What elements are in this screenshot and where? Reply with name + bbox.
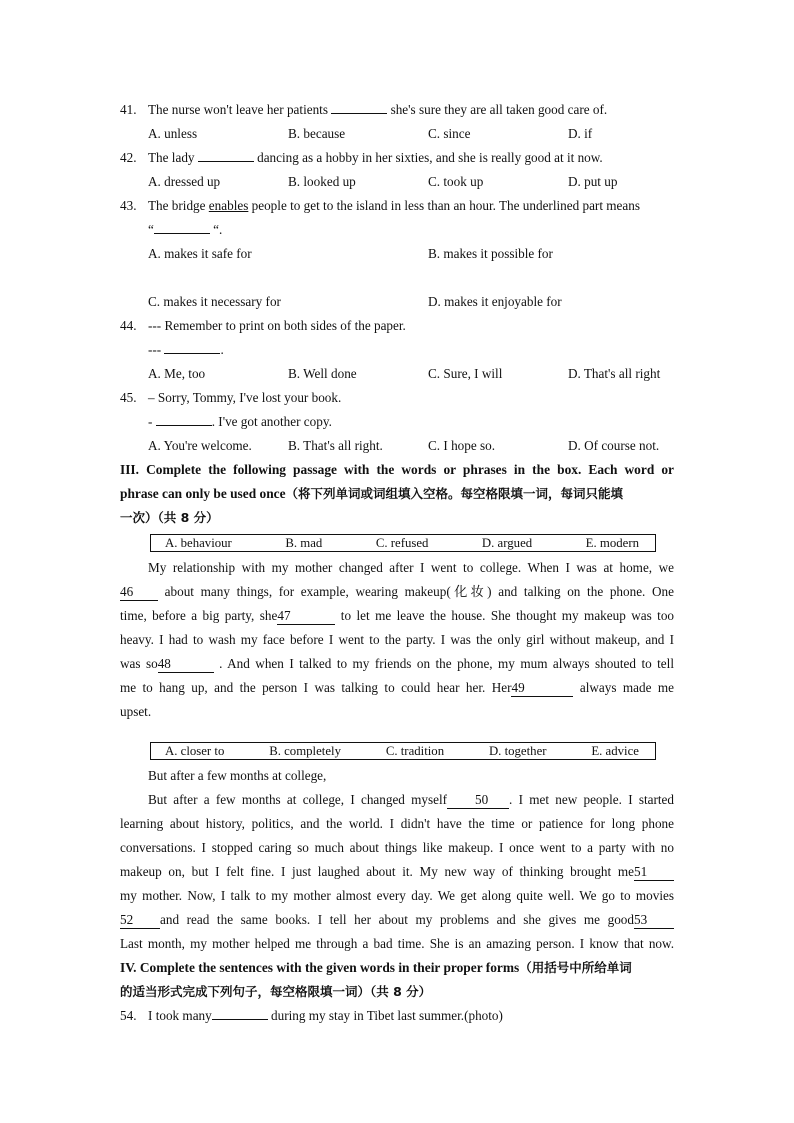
open-quote: “: [148, 222, 154, 237]
option-b[interactable]: B. makes it possible for: [428, 246, 553, 261]
passage-text: me to hang up, and the person I was talking to could hear her. Her: [120, 680, 512, 695]
dialogue-end: .: [220, 342, 224, 357]
question-text: – Sorry, Tommy, I've lost your book.: [148, 390, 342, 405]
gap-53[interactable]: 53: [634, 912, 674, 929]
passage-2-line: learning about history, politics, and the world. I didn't have the time or patience for long phone: [120, 816, 674, 831]
question-number: 45.: [120, 390, 137, 405]
dialogue-dash: ---: [148, 342, 165, 357]
question-text-before: The lady: [148, 150, 198, 165]
word-box-item: C. refused: [375, 536, 429, 550]
dialogue-end: . I've got another copy.: [211, 414, 332, 429]
passage-2-line: [120, 860, 674, 884]
question-text: --- Remember to print on both sides of the paper.: [148, 318, 406, 333]
option-d[interactable]: D. That's all right: [568, 366, 661, 381]
word-box-item: B. mad: [285, 536, 323, 550]
option-d[interactable]: D. makes it enjoyable for: [428, 294, 562, 309]
question-44-line2: [120, 338, 674, 362]
question-number: 41.: [120, 102, 137, 117]
question-text: [148, 194, 674, 218]
question-number: 44.: [120, 318, 137, 333]
section-3-heading-cn: （将下列单词或词组填入空格。每空格限填一词，每词只能填: [285, 486, 624, 501]
option-a[interactable]: A. dressed up: [148, 174, 221, 189]
gap-49[interactable]: 49: [511, 680, 573, 697]
option-c[interactable]: C. took up: [428, 174, 484, 189]
passage-text: was so: [120, 656, 158, 671]
gap-51[interactable]: 51: [634, 864, 674, 881]
answer-blank[interactable]: [164, 339, 220, 354]
passage-text: and read the same books. I tell her about my problems and she gives me good: [160, 912, 634, 927]
gap-46[interactable]: 46: [120, 584, 158, 601]
answer-blank[interactable]: [331, 99, 387, 114]
question-43: [120, 194, 674, 218]
passage-2-line: conversations. I stopped caring so much about things like makeup. I once went to a party with no: [120, 840, 674, 855]
spacer: [120, 724, 674, 738]
question-text-before: The nurse won't leave her patients: [148, 102, 332, 117]
gap-52[interactable]: 52: [120, 912, 160, 929]
word-box-1: [150, 534, 656, 552]
option-c[interactable]: C. I hope so.: [428, 438, 496, 453]
word-box-item: A. closer to: [165, 744, 225, 758]
word-box-item: A. behaviour: [165, 536, 232, 550]
answer-blank[interactable]: [198, 147, 254, 162]
passage-1-line: [120, 604, 674, 628]
passage-text: . And when I talked to my friends on the phone, my mum always shouted to tell: [213, 656, 674, 671]
question-text: [148, 98, 674, 122]
option-b[interactable]: B. Well done: [288, 366, 357, 381]
options-41: [120, 122, 674, 146]
word-box-item: B. completely: [269, 744, 341, 758]
section-3-heading-line3: 一次）（共 8 分）: [120, 510, 219, 525]
section-4-heading-cn: （用括号中所给单词: [519, 960, 632, 975]
worksheet-page: [120, 98, 674, 1028]
question-text: [148, 1004, 674, 1028]
answer-blank[interactable]: [212, 1005, 268, 1020]
word-box-item: D. together: [488, 744, 547, 758]
question-45-line2: [120, 410, 674, 434]
word-box-2: [150, 742, 656, 760]
gap-47[interactable]: 47: [277, 608, 335, 625]
question-text-after: during my stay in Tibet last summer.(photo): [267, 1008, 503, 1023]
passage-1-line: upset.: [120, 704, 152, 719]
word-box-item: E. modern: [585, 536, 639, 550]
passage-text: about many things, for example, wearing makeup(化妆) and talking on the phone. One: [158, 584, 674, 599]
passage-1-line: My relationship with my mother changed after I went to college. When I was at home, we: [148, 560, 674, 575]
passage-1-line: [120, 580, 674, 604]
question-number: 42.: [120, 150, 137, 165]
passage-text: to let me leave the house. She thought my makeup was too: [335, 608, 675, 623]
option-a[interactable]: A. makes it safe for: [148, 246, 252, 261]
options-45: [120, 434, 674, 458]
passage-1-line: [120, 676, 674, 700]
question-text-before: I took many: [148, 1008, 212, 1023]
passage-1-line: heavy. I had to wash my face before I went to the party. I was the only girl without makeup, and I: [120, 632, 674, 647]
question-42: [120, 146, 674, 170]
answer-blank[interactable]: [154, 219, 210, 234]
section-4-heading-line2: 的适当形式完成下列句子，每空格限填一词）（共 8 分）: [120, 984, 432, 999]
question-number: 43.: [120, 198, 137, 213]
section-3-heading-line2: [120, 482, 674, 506]
underlined-word: enables: [208, 198, 249, 213]
question-text-after: she's sure they are all taken good care of.: [387, 102, 608, 117]
section-4-heading-line1: [120, 956, 674, 980]
passage-2-line: [120, 908, 674, 932]
question-text: [148, 146, 674, 170]
option-d[interactable]: D. put up: [568, 174, 618, 189]
question-text-after: dancing as a hobby in her sixties, and she is really good at it now.: [253, 150, 603, 165]
gap-50[interactable]: 50: [447, 792, 509, 809]
options-43-row2: [120, 290, 674, 314]
question-44: [120, 314, 674, 338]
option-a[interactable]: A. unless: [148, 126, 198, 141]
close-quote: “.: [209, 222, 223, 237]
section-3-heading-line1: III. Complete the following passage with the words or phrases in the box. Each word or: [120, 462, 674, 477]
section-3-heading-en: phrase can only be used once: [120, 486, 286, 501]
question-41: [120, 98, 674, 122]
option-b[interactable]: B. looked up: [288, 174, 356, 189]
option-d[interactable]: D. Of course not.: [568, 438, 660, 453]
passage-text: . I met new people. I started: [509, 792, 674, 807]
option-b[interactable]: B. because: [288, 126, 346, 141]
question-text-after: people to get to the island in less than an hour. The underlined part means: [248, 198, 640, 213]
word-box-item: D. argued: [481, 536, 533, 550]
options-43-row1: [120, 242, 674, 266]
option-c[interactable]: C. makes it necessary for: [148, 294, 281, 309]
passage-text: But after a few months at college, I changed myself: [148, 792, 448, 807]
question-text-before: The bridge: [148, 198, 209, 213]
options-42: [120, 170, 674, 194]
options-44: [120, 362, 674, 386]
passage-2-line: [120, 788, 674, 812]
gap-48[interactable]: 48: [158, 656, 214, 673]
section-4-heading-en: IV. Complete the sentences with the given words in their proper forms: [120, 960, 520, 975]
question-54: [120, 1004, 674, 1028]
question-number: 54.: [120, 1008, 137, 1023]
question-43-line2: [120, 218, 674, 242]
option-c[interactable]: C. since: [428, 126, 471, 141]
spacer: [120, 266, 674, 290]
option-a[interactable]: A. Me, too: [148, 366, 206, 381]
dialogue-dash: -: [148, 414, 156, 429]
passage-text: time, before a big party, she: [120, 608, 278, 623]
answer-blank[interactable]: [156, 411, 212, 426]
question-45: [120, 386, 674, 410]
word-box-item: C. tradition: [385, 744, 445, 758]
option-c[interactable]: C. Sure, I will: [428, 366, 503, 381]
passage-2-line: Last month, my mother helped me through a bad time. She is an amazing person. I know that now.: [120, 936, 674, 951]
passage-text: always made me: [573, 680, 675, 695]
passage-1-line: [120, 652, 674, 676]
passage-2-line: my mother. Now, I talk to my mother almost every day. We get along quite well. We go to movies: [120, 888, 674, 903]
option-b[interactable]: B. That's all right.: [288, 438, 383, 453]
word-box-item: E. advice: [591, 744, 639, 758]
passage-text: makeup on, but I felt fine. I just laughed about it. My new way of thinking brought me: [120, 864, 634, 879]
option-d[interactable]: D. if: [568, 126, 593, 141]
passage-2-intro: But after a few months at college,: [148, 768, 327, 783]
option-a[interactable]: A. You're welcome.: [148, 438, 252, 453]
